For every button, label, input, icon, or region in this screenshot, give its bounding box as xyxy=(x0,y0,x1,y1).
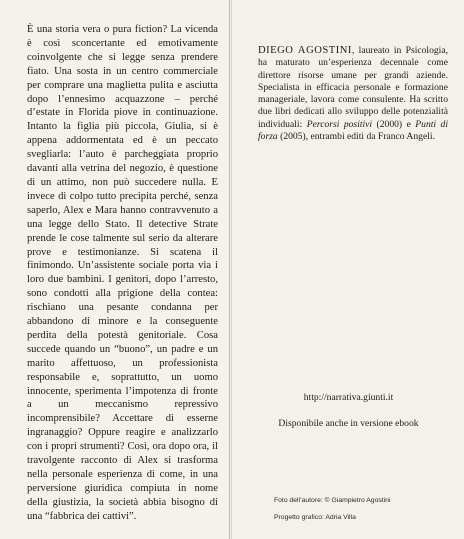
author-bio xyxy=(258,45,448,143)
author-name: DIEGO AGOSTINI xyxy=(258,45,352,56)
front-flap xyxy=(0,0,230,539)
book-blurb: È una storia vera o pura fiction? La vicenda è così sconcertante ed emotivamente coinvolgente che si legge senza prendere fiato. Una sosta in un centro commerciale per comprare una maglietta pulita e asciutta dopo l’ennesimo acquazzone – perché d’estate in Florida piove in continuazione. Intanto la figlia più piccola, Giulia, si è appena addormentata ed è un peccato svegliarla: l’auto è parcheggiata proprio davanti alla vetrina del negozio, è questione di un attimo, non può succedere nulla. E invece di colpo tutto precipita perché, senza saperlo, Alex e Mara hanno contravvenuto a una legge dello Stato. Il detective Strate prende le cose talmente sul serio da alterare prove e testimonianze. Si scatena il finimondo. Un’assistente sociale porta via i loro due bambini. I genitori, dopo l’arresto, sono condotti alla prigione della contea: rischiano una pesante condanna per abbandono di minore e la conseguente perdita della potestà genitoriale. Cosa succede quando un “buono”, un padre e un marito affettuoso, un professionista responsabile e, soprattutto, un uomo innocente, sperimenta l’impotenza di fronte a un meccanismo repressivo incomprensibile? Accettare di esserne ingranaggio? Oppure reagire e analizzarlo con i propri strumenti? Così, ora dopo ora, il travolgente racconto di Alex si trasforma nella personale esperienza di come, in una perversione giuridica compiuta in nome della giustizia, la società abbia bisogno di una “fabbrica dei cattivi”. xyxy=(27,24,218,522)
publisher-url: http://narrativa.giunti.it xyxy=(303,392,394,403)
back-flap xyxy=(231,0,464,539)
book-year-1: (2000) e xyxy=(372,118,416,130)
bio-intro: , laureato in Psicologia, ha maturato un’esperienza decennale come direttore risorse umane per grandi aziende. Specialista in efficacia personale e formazione manageriale, lavora come consulente. Ha scritto due libri dedicati allo sviluppo delle potenzialità individuali: xyxy=(258,45,448,130)
design-credit: Progetto grafico: Adria Villa xyxy=(274,514,356,521)
ebook-note: Disponibile anche in versione ebook xyxy=(278,418,419,429)
bio-end: (2005), entrambi editi da Franco Angeli. xyxy=(277,131,435,143)
photo-credit: Foto dell’autore: © Giampietro Agostini xyxy=(274,497,391,504)
book-title-2: Punti di forza xyxy=(258,118,448,143)
book-title-1: Percorsi positivi xyxy=(306,118,373,130)
